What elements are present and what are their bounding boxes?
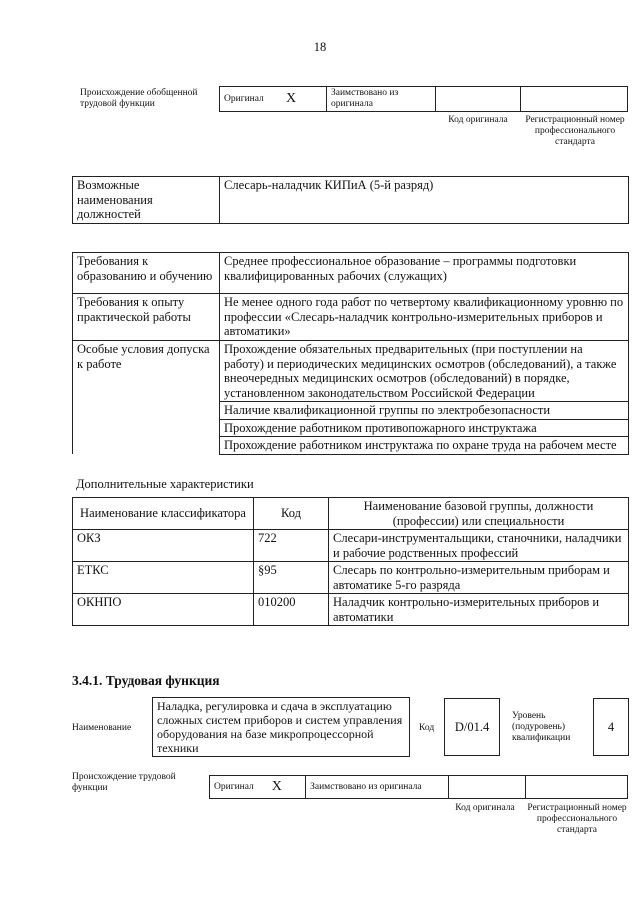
table-row (73, 594, 629, 626)
requirements-table (72, 252, 629, 455)
additional-title: Дополнительные характеристики (76, 477, 254, 491)
function-name-label: Наименование (72, 723, 132, 733)
additional-header-name: Наименование классификатора (73, 498, 254, 530)
req-special-value-1: Прохождение обязательных предварительных (при поступлении на работу) и периодических медицинских осмотров (обследований), а также внеочередных медицинских осмотров (обследований) в порядке, установленном законодательством Российской Федерации (220, 341, 629, 402)
reg-number-label-2: Регистрационный номер профессионального стандарта (527, 803, 627, 835)
additional-cell: Наладчик контрольно-измерительных приборов и автоматики (329, 594, 629, 626)
code-original-cell (448, 776, 525, 799)
additional-cell: Слесари-инструментальщики, станочники, наладчики и рабочие родственных профессий (329, 530, 629, 562)
borrowed-cell: Заимствовано из оригинала (327, 87, 436, 112)
additional-header-group: Наименование базовой группы, должности (профессии) или специальности (329, 498, 629, 530)
original-cell: Оригинал (210, 776, 268, 799)
positions-value: Слесарь-наладчик КИПиА (5-й разряд) (220, 177, 629, 224)
reg-number-cell (525, 776, 627, 799)
code-original-label-1: Код оригинала (448, 115, 508, 125)
function-heading: 3.4.1. Трудовая функция (72, 673, 220, 688)
function-code-label: Код (419, 723, 435, 733)
additional-header-code: Код (254, 498, 329, 530)
positions-table (72, 176, 629, 224)
page-number: 18 (313, 40, 327, 54)
req-special-value-2: Наличие квалификационной группы по электробезопасности (220, 402, 629, 420)
function-level-value: 4 (593, 698, 629, 756)
origin-label-1: Происхождение обобщенной трудовой функции (80, 88, 198, 109)
reg-number-label-1: Регистрационный номер профессионального стандарта (525, 115, 625, 147)
additional-cell: ОКЗ (73, 530, 254, 562)
req-special-label: Особые условия допуска к работе (73, 341, 220, 455)
req-experience-label: Требования к опыту практической работы (73, 294, 220, 341)
additional-cell: 010200 (254, 594, 329, 626)
additional-cell: ЕТКС (73, 562, 254, 594)
original-cell: Оригинал (220, 87, 283, 112)
additional-cell: §95 (254, 562, 329, 594)
original-mark: X (282, 87, 327, 112)
additional-cell: 722 (254, 530, 329, 562)
additional-cell: Слесарь по контрольно-измерительным приборам и автоматике 5-го разряда (329, 562, 629, 594)
origin-label-2: Происхождение трудовой функции (72, 772, 176, 793)
function-name-value: Наладка, регулировка и сдача в эксплуатацию сложных систем приборов и систем управления оборудования на базе микропроцессорной техники (152, 697, 410, 757)
additional-table (72, 497, 629, 626)
function-code-value: D/01.4 (444, 698, 500, 756)
original-mark: X (268, 776, 306, 799)
req-special-value-3: Прохождение работником противопожарного инструктажа (220, 419, 629, 437)
req-experience-value: Не менее одного года работ по четвертому квалификационному уровню по профессии «Слесарь-наладчик контрольно-измерительных приборов и автоматики» (220, 294, 629, 341)
req-education-value: Среднее профессиональное образование – программы подготовки квалифицированных рабочих (служащих) (220, 253, 629, 294)
table-row (73, 530, 629, 562)
code-original-label-2: Код оригинала (455, 803, 515, 813)
reg-number-cell (521, 87, 628, 112)
origin-table-1 (219, 86, 628, 112)
borrowed-cell: Заимствовано из оригинала (306, 776, 449, 799)
req-special-value-4: Прохождение работником инструктажа по охране труда на рабочем месте (220, 437, 629, 455)
code-original-cell (436, 87, 521, 112)
positions-label: Возможные наименования должностей (73, 177, 220, 224)
table-row (73, 562, 629, 594)
origin-table-2 (209, 775, 628, 799)
additional-cell: ОКНПО (73, 594, 254, 626)
function-level-label: Уровень (подуровень) квалификации (512, 711, 571, 743)
req-education-label: Требования к образованию и обучению (73, 253, 220, 294)
